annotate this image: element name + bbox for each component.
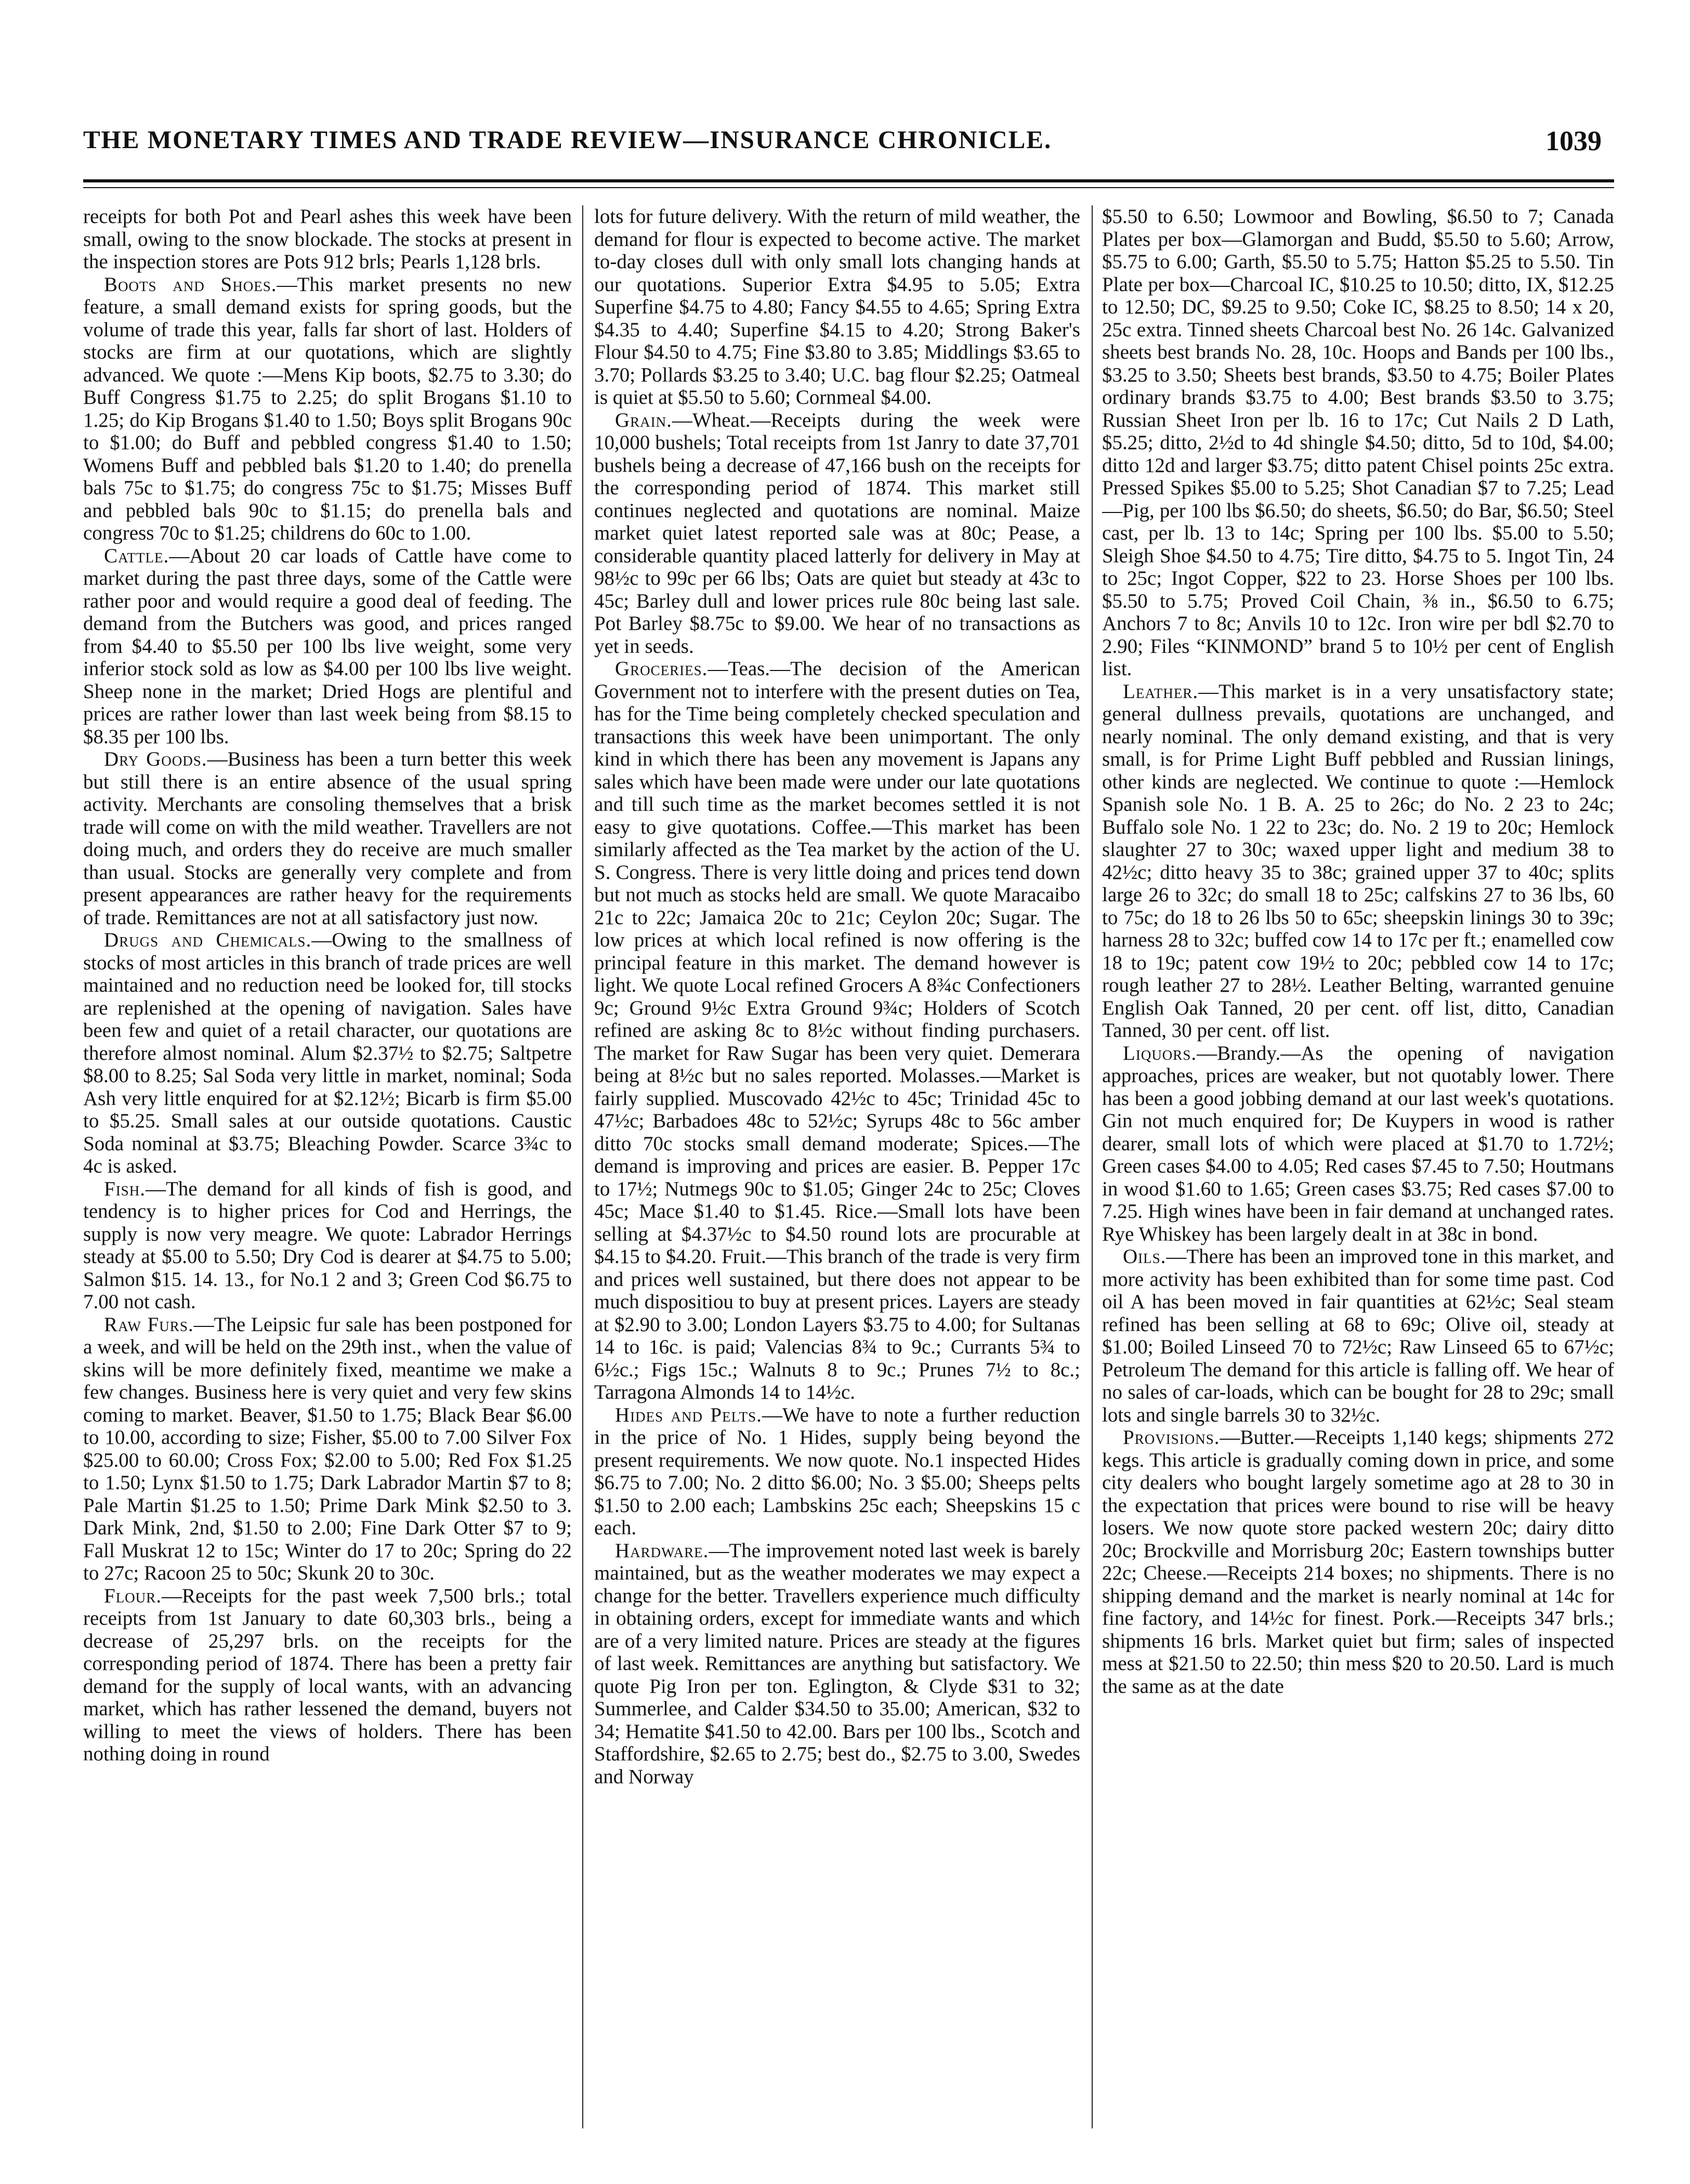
market-report-paragraph: [83, 748, 572, 929]
running-head: THE MONETARY TIMES AND TRADE REVIEW—INSURANCE CHRONICLE.: [83, 125, 1052, 154]
paragraph-text: —This market presents no new feature, a small demand exists for spring goods, but the volume of trade this year, falls far short of last. Holders of stocks are firm at our quotations, which are slightly advanced. We quote :—Mens Kip boots, $2.75 to 3.30; do Buff Congress $1.75 to 2.25; do split Brogans $1.10 to 1.25; do Kip Brogans $1.40 to 1.50; Boys split Brogans 90c to $1.00; do Buff and pebbled congress $1.40 to 1.50; Womens Buff and pebbled bals $1.20 to 1.40; do prenella bals 75c to $1.75; do congress 75c to $1.75; Misses Buff and pebbled bals 90c to $1.15; do prenella bals and congress 70c to $1.25; childrens do 60c to 1.00.: [83, 273, 572, 544]
paragraph-text: —We have to note a further reduction in the price of No. 1 Hides, supply being beyond the present requirements. We now quote. No.1 inspected Hides $6.75 to 7.00; No. 2 ditto $6.00; No. 3 $5.00; Sheeps pelts $1.50 to 2.00 each; Lambskins 25c each; Sheepskins 15 c each.: [594, 1403, 1080, 1539]
continued-paragraph: [1102, 205, 1614, 680]
paragraph-text: —Wheat.—Receipts during the week were 10,000 bushels; Total receipts from 1st Janry to date 37,701 bushels being a decrease of 47,166 bush on the receipts for the corresponding period of 1874. This market still continues neglected and quotations are nominal. Maize market quiet latest reported sale was at 80c; Pease, a considerable quantity placed latterly for delivery in May at 98½c to 99c per 66 lbs; Oats are quiet but steady at 43c to 45c; Barley dull and lower prices rule 80c being last sale. Pot Barley $8.75c to $9.00. We hear of no transactions as yet in seeds.: [594, 409, 1080, 657]
section-heading: Provisions.: [1123, 1426, 1220, 1449]
paragraph-text: —Butter.—Receipts 1,140 kegs; shipments 272 kegs. This article is gradually coming down in price, and some city dealers who bought largely sometime ago at 28 to 30 in the expectation that prices were bound to rise will be heavy losers. We now quote store packed western 20c; dairy ditto 20c; Brockville and Morrisburg 20c; Eastern townships butter 22c; Cheese.—Receipts 214 boxes; no shipments. There is no shipping demand and the market is nearly nominal at 14c for fine factory, and 14½c for finest. Pork.—Receipts 347 brls.; shipments 16 brls. Market quiet but firm; sales of inspected mess at $21.50 to 22.50; thin mess $20 to 20.50. Lard is much the same as at the date: [1102, 1426, 1614, 1698]
section-heading: Hardware.: [615, 1539, 709, 1562]
paragraph-text: —The Leipsic fur sale has been postponed for a week, and will be held on the 29th inst., when the value of skins will be more definitely fixed, meantime we make a few changes. Business here is very quiet and very few skins coming to market. Beaver, $1.50 to 1.75; Black Bear $6.00 to 10.00, according to size; Fisher, $5.00 to 7.00 Silver Fox $25.00 to 60.00; Cross Fox; $2.00 to 5.00; Red Fox $1.25 to 1.50; Lynx $1.50 to 1.75; Dark Labrador Martin $7 to 8; Pale Martin $1.25 to 1.50; Prime Dark Mink $2.50 to 3. Dark Mink, 2nd, $1.50 to 2.00; Fine Dark Otter $7 to 9; Fall Muskrat 12 to 15c; Winter do 17 to 20c; Spring do 22 to 27c; Racoon 25 to 50c; Skunk 20 to 30c.: [83, 1313, 572, 1584]
paragraph-text: receipts for both Pot and Pearl ashes this week have been small, owing to the snow blockade. The stocks at present in the inspection stores are Pots 912 brls; Pearls 1,128 brls.: [83, 205, 572, 273]
section-heading: Flour.: [104, 1584, 162, 1607]
header-rule: [83, 179, 1614, 182]
paragraph-text: lots for future delivery. With the return of mild weather, the demand for flour is expected to become active. The market to-day closes dull with only small lots changing hands at our quotations. Superior Extra $4.95 to 5.05; Extra Superfine $4.75 to 4.80; Fancy $4.55 to 4.65; Spring Extra $4.35 to 4.40; Superfine $4.15 to 4.20; Strong Baker's Flour $4.50 to 4.75; Fine $3.80 to 3.85; Middlings $3.65 to 3.70; Pollards $3.25 to 3.40; U.C. bag flour $2.25; Oatmeal is quiet at $5.50 to 5.60; Cornmeal $4.00.: [594, 205, 1080, 409]
market-report-paragraph: [1102, 680, 1614, 1042]
section-heading: Oils.: [1123, 1245, 1167, 1268]
market-report-paragraph: [594, 1540, 1080, 1788]
market-report-paragraph: [594, 1404, 1080, 1540]
market-report-paragraph: [594, 409, 1080, 658]
market-report-paragraph: [83, 1585, 572, 1766]
market-report-paragraph: [1102, 1042, 1614, 1246]
paragraph-text: —Business has been a turn better this week but still there is an entire absence of the usual spring activity. Merchants are consoling themselves that a brisk trade will come on with the mild weather. Travellers are not doing much, and orders they do receive are much smaller than usual. Stocks are generally very complete and from present appearances are rather heavy for the requirements of trade. Remittances are not at all satisfactory just now.: [83, 748, 572, 929]
section-heading: Fish.: [104, 1177, 146, 1200]
header-rule-thin: [83, 187, 1614, 188]
column-1: [83, 205, 572, 2134]
paragraph-text: —This market is in a very unsatisfactory state; general dullness prevails, quotations are unchanged, and nearly nominal. The only demand existing, and that is very small, is for Prime Light Buff pebbled and Russian linings, other kinds are neglected. We continue to quote :—Hemlock Spanish sole No. 1 B. A. 25 to 26c; do No. 2 23 to 24c; Buffalo sole No. 1 22 to 23c; do. No. 2 19 to 20c; Hemlock slaughter 27 to 30c; waxed upper light and medium 38 to 42½c; ditto heavy 35 to 38c; grained upper 37 to 40c; splits large 26 to 32c; do small 18 to 25c; calfskins 27 to 36 lbs, 60 to 75c; do 18 to 26 lbs 50 to 65c; sheepskin linings 30 to 39c; harness 28 to 32c; buffed cow 14 to 17c per ft.; enamelled cow 18 to 19c; patent cow 19½ to 20c; pebbled cow 14 to 17c; rough leather 27 to 28½. Leather Belting, warranted genuine English Oak Tanned, 20 per cent. off list, ditto, Canadian Tanned, 30 per cent. off list.: [1102, 680, 1614, 1042]
paragraph-text: —Teas.—The decision of the American Government not to interfere with the present duties on Tea, has for the Time being completely checked speculation and transactions this week have been unimportant. The only kind in which there has been any movement is Japans any sales which have been made were under our late quotations and till such time as the market becomes settled it is not easy to give quotations. Coffee.—This market has been similarly affected as the Tea market by the action of the U. S. Congress. There is very little doing and prices tend down but not much as stocks held are small. We quote Maracaibo 21c to 22c; Jamaica 20c to 21c; Ceylon 20c; Sugar. The low prices at which local refined is now offering is the principal feature in this market. The demand however is light. We quote Local refined Grocers A 8¾c Confectioners 9c; Ground 9½c Extra Ground 9¾c; Holders of Scotch refined are asking 8c to 8½c without finding purchasers. The market for Raw Sugar has been very quiet. Demerara being at 8½c but no sales reported. Molasses.—Market is fairly supplied. Muscovado 42½c to 45c; Trinidad 45c to 47½c; Barbadoes 48c to 52½c; Syrups 48c to 56c amber ditto 70c stocks small demand moderate; Spices.—The demand is improving and prices are easier. B. Pepper 17c to 17½; Nutmegs 90c to $1.05; Ginger 24c to 25c; Cloves 45c; Mace $1.40 to $1.45. Rice.—Small lots have been selling at $4.37½c to $4.50 round lots are procurable at $4.15 to $4.20. Fruit.—This branch of the trade is very firm and prices well sustained, but there does not appear to be much dispositiou to buy at present prices. Layers are steady at $2.90 to 3.00; London Layers $3.75 to 4.00; for Sultanas 14 to 16c. is paid; Valencias 8¾ to 9c.; Currants 5¾ to 6½c.; Figs 15c.; Walnuts 8 to 9c.; Prunes 7½ to 8c.; Tarragona Almonds 14 to 14½c.: [594, 657, 1080, 1403]
paragraph-text: —Receipts for the past week 7,500 brls.; total receipts from 1st January to date 60,303 brls., being a decrease of 25,297 brls. on the receipts for the corresponding period of 1874. There has been a pretty fair demand for the supply of local wants, with an advancing market, which has rather lessened the demand, buyers not willing to meet the views of holders. There has been nothing doing in round: [83, 1584, 572, 1765]
market-report-paragraph: [83, 273, 572, 545]
paragraph-text: —Owing to the smallness of stocks of most articles in this branch of trade prices are well maintained and no reduction need be looked for, till stocks are replenished at the opening of navigation. Sales have been few and quiet of a retail character, our quotations are therefore almost nominal. Alum $2.37½ to $2.75; Saltpetre $8.00 to 8.25; Sal Soda very little in market, nominal; Soda Ash very little enquired for at $2.12½; Bicarb is firm $5.00 to $5.25. Small sales at our outside quotations. Caustic Soda nominal at $3.75; Bleaching Powder. Scarce 3¾c to 4c is asked.: [83, 929, 572, 1177]
section-heading: Cattle.: [104, 544, 169, 567]
paragraph-text: —Brandy.—As the opening of navigation approaches, prices are weaker, but not quotably lower. There has been a good jobbing demand at our last week's quotations. Gin not much enquired for; De Kuypers in wood is rather dearer, small lots of which were placed at $1.70 to 1.72½; Green cases $4.00 to 4.05; Red cases $7.45 to 7.50; Houtmans in wood $1.60 to 1.65; Green cases $3.75; Red cases $7.00 to 7.25. High wines have been in fair demand at unchanged rates. Rye Whiskey has been largely dealt in at 38c in bond.: [1102, 1042, 1614, 1245]
market-report-paragraph: [594, 657, 1080, 1404]
continued-paragraph: [83, 205, 572, 273]
section-heading: Boots and Shoes.: [104, 273, 277, 296]
market-report-paragraph: [83, 1178, 572, 1313]
market-report-paragraph: [83, 1313, 572, 1585]
section-heading: Raw Furs.: [104, 1313, 194, 1336]
column-3: [1102, 205, 1614, 2134]
paragraph-text: —About 20 car loads of Cattle have come to market during the past three days, some of the Cattle were rather poor and would require a good deal of feeding. The demand from the Butchers was good, and prices ranged from $4.40 to $5.50 per 100 lbs live weight, some very inferior stock sold as low as $4.00 per 100 lbs live weight. Sheep none in the market; Dried Hogs are plentiful and prices are rather lower than last week being from $8.15 to $8.35 per 100 lbs.: [83, 544, 572, 748]
section-heading: Grain.: [615, 409, 672, 431]
section-heading: Dry Goods.: [104, 748, 207, 770]
page-number: 1039: [1545, 125, 1602, 156]
section-heading: Drugs and Chemicals.: [104, 929, 312, 951]
paragraph-text: $5.50 to 6.50; Lowmoor and Bowling, $6.50 to 7; Canada Plates per box—Glamorgan and Budd, $5.50 to 5.60; Arrow, $5.75 to 6.00; Garth, $5.50 to 5.75; Hatton $5.25 to 5.50. Tin Plate per box—Charcoal IC, $10.25 to 10.50; ditto, IX, $12.25 to 12.50; DC, $9.25 to 9.50; Coke IC, $8.25 to 8.50; 14 x 20, 25c extra. Tinned sheets Charcoal best No. 26 14c. Galvanized sheets best brands No. 28, 10c. Hoops and Bands per 100 lbs., $3.25 to 3.50; Sheets best brands, $3.50 to 4.75; Boiler Plates ordinary brands $3.75 to 4.00; Best brands $3.50 to 3.75; Russian Sheet Iron per lb. 16 to 17c; Cut Nails 2 D Lath, $5.25; ditto, 2½d to 4d shingle $4.50; ditto, 5d to 10d, $4.00; ditto 12d and larger $3.75; ditto patent Chisel points 25c extra. Pressed Spikes $5.00 to 5.25; Shot Canadian $7 to 7.25; Lead—Pig, per 100 lbs $6.50; do sheets, $6.50; do Bar, $6.50; Steel cast, per lb. 13 to 14c; Spring per 100 lbs. $5.00 to 5.50; Sleigh Shoe $4.50 to 4.75; Tire ditto, $4.75 to 5. Ingot Tin, 24 to 25c; Ingot Copper, $22 to 23. Horse Shoes per 100 lbs. $5.50 to 5.75; Proved Coil Chain, ⅜ in., $6.50 to 6.75; Anchors 7 to 8c; Anvils 10 to 12c. Iron wire per bdl $2.70 to 2.90; Files “KINMOND” brand 5 to 10½ per cent of English list.: [1102, 205, 1614, 680]
section-heading: Leather.: [1123, 680, 1199, 703]
paragraph-text: —The demand for all kinds of fish is good, and tendency is to higher prices for Cod and Herrings, the supply is now very meagre. We quote: Labrador Herrings steady at $5.00 to 5.50; Dry Cod is dearer at $4.75 to 5.00; Salmon $15. 14. 13., for No.1 2 and 3; Green Cod $6.75 to 7.00 not cash.: [83, 1177, 572, 1313]
section-heading: Liquors.: [1123, 1042, 1197, 1064]
column-divider: [1092, 205, 1093, 2128]
paragraph-text: —The improvement noted last week is barely maintained, but as the weather moderates we may expect a change for the better. Travellers experience much difficulty in obtaining orders, except for immediate wants and which are of a very limited nature. Prices are steady at the figures of last week. Remittances are anything but satisfactory. We quote Pig Iron per ton. Eglington, & Clyde $31 to 32; Summerlee, and Calder $34.50 to 35.00; American, $32 to 34; Hematite $41.50 to 42.00. Bars per 100 lbs., Scotch and Staffordshire, $2.65 to 2.75; best do., $2.75 to 3.00, Swedes and Norway: [594, 1539, 1080, 1788]
market-report-paragraph: [83, 929, 572, 1178]
paragraph-text: —There has been an improved tone in this market, and more activity has been exhibited than for some time past. Cod oil A has been moved in fair quantities at 62½c; Seal steam refined has been selling at 68 to 69c; Olive oil, steady at $1.00; Boiled Linseed 70 to 72½c; Raw Linseed 65 to 67½c; Petroleum The demand for this article is falling off. We hear of no sales of car-loads, which can be bought for 28 to 29c; small lots and single barrels 30 to 32½c.: [1102, 1245, 1614, 1426]
section-heading: Groceries.: [615, 657, 708, 680]
continued-paragraph: [594, 205, 1080, 409]
section-heading: Hides and Pelts.: [615, 1403, 762, 1426]
market-report-paragraph: [1102, 1245, 1614, 1426]
column-divider: [582, 205, 583, 2128]
market-report-paragraph: [1102, 1426, 1614, 1698]
market-report-paragraph: [83, 545, 572, 748]
column-2: [594, 205, 1080, 2134]
